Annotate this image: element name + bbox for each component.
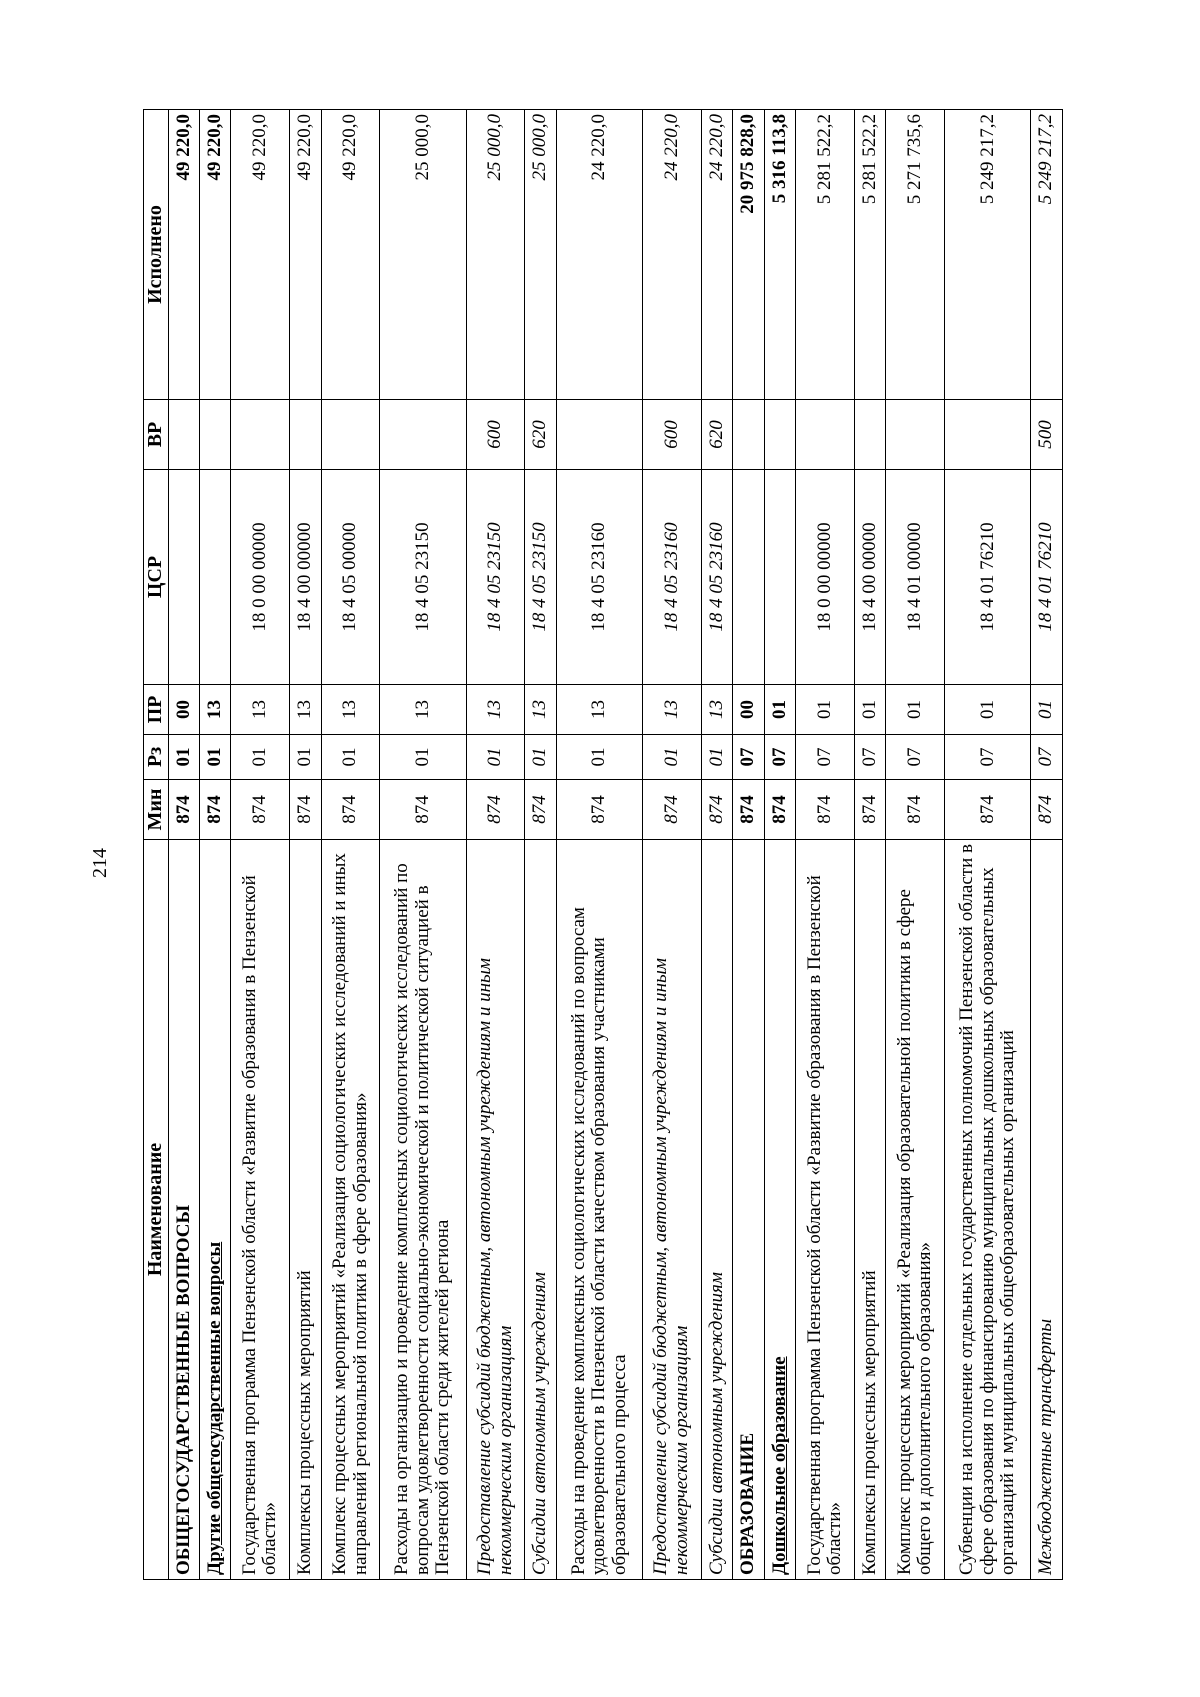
cell-name: ОБРАЗОВАНИЕ bbox=[733, 840, 764, 1580]
cell-name: Комплексы процессных мероприятий bbox=[854, 840, 885, 1580]
cell-min: 874 bbox=[764, 780, 795, 840]
cell-pr: 01 bbox=[796, 685, 855, 735]
cell-rz: 01 bbox=[290, 735, 321, 780]
cell-pr: 13 bbox=[701, 685, 732, 735]
table-row bbox=[231, 110, 290, 1580]
cell-csr bbox=[200, 470, 231, 685]
page-number: 214 bbox=[89, 848, 111, 878]
cell-pr: 13 bbox=[290, 685, 321, 735]
cell-min: 874 bbox=[945, 780, 1031, 840]
cell-min: 874 bbox=[886, 780, 945, 840]
cell-amount: 5 271 735,6 bbox=[886, 110, 945, 400]
header-pr: ПР bbox=[144, 685, 169, 735]
cell-csr: 18 4 05 23160 bbox=[701, 470, 732, 685]
cell-vr bbox=[168, 400, 199, 470]
cell-csr bbox=[764, 470, 795, 685]
cell-vr: 600 bbox=[466, 400, 525, 470]
cell-name: Комплекс процессных мероприятий «Реализация социологических исследований и иных направлений региональной политики в сфере образования» bbox=[321, 840, 380, 1580]
cell-amount: 24 220,0 bbox=[556, 110, 642, 400]
cell-pr: 13 bbox=[643, 685, 702, 735]
cell-vr bbox=[764, 400, 795, 470]
cell-rz: 07 bbox=[886, 735, 945, 780]
cell-name: Государственная программа Пензенской области «Развитие образования в Пензенской области» bbox=[796, 840, 855, 1580]
cell-csr: 18 4 05 00000 bbox=[321, 470, 380, 685]
cell-rz: 07 bbox=[945, 735, 1031, 780]
cell-vr bbox=[231, 400, 290, 470]
cell-rz: 01 bbox=[556, 735, 642, 780]
cell-rz: 01 bbox=[380, 735, 466, 780]
cell-min: 874 bbox=[200, 780, 231, 840]
cell-name: Комплексы процессных мероприятий bbox=[290, 840, 321, 1580]
table-row bbox=[796, 110, 855, 1580]
cell-rz: 01 bbox=[643, 735, 702, 780]
cell-vr bbox=[321, 400, 380, 470]
table-row bbox=[886, 110, 945, 1580]
cell-amount: 5 281 522,2 bbox=[796, 110, 855, 400]
table-row bbox=[200, 110, 231, 1580]
cell-vr bbox=[380, 400, 466, 470]
cell-csr: 18 4 01 76210 bbox=[945, 470, 1031, 685]
cell-pr: 13 bbox=[466, 685, 525, 735]
cell-rz: 01 bbox=[231, 735, 290, 780]
cell-pr: 01 bbox=[1031, 685, 1063, 735]
cell-csr: 18 4 01 00000 bbox=[886, 470, 945, 685]
cell-csr: 18 4 05 23160 bbox=[643, 470, 702, 685]
cell-csr: 18 4 05 23150 bbox=[380, 470, 466, 685]
cell-vr bbox=[733, 400, 764, 470]
table-row bbox=[168, 110, 199, 1580]
cell-min: 874 bbox=[796, 780, 855, 840]
cell-rz: 01 bbox=[466, 735, 525, 780]
rotated-table-container bbox=[143, 110, 1063, 1580]
cell-amount: 5 281 522,2 bbox=[854, 110, 885, 400]
cell-rz: 07 bbox=[854, 735, 885, 780]
cell-vr bbox=[796, 400, 855, 470]
cell-vr: 620 bbox=[701, 400, 732, 470]
cell-name: Государственная программа Пензенской области «Развитие образования в Пензенской области» bbox=[231, 840, 290, 1580]
cell-vr bbox=[556, 400, 642, 470]
cell-vr bbox=[200, 400, 231, 470]
cell-min: 874 bbox=[701, 780, 732, 840]
cell-min: 874 bbox=[854, 780, 885, 840]
table-row bbox=[643, 110, 702, 1580]
table-row bbox=[1031, 110, 1063, 1580]
table-row bbox=[764, 110, 795, 1580]
cell-amount: 24 220,0 bbox=[701, 110, 732, 400]
table-row bbox=[556, 110, 642, 1580]
cell-min: 874 bbox=[733, 780, 764, 840]
cell-name: Другие общегосударственные вопросы bbox=[200, 840, 231, 1580]
cell-csr: 18 4 05 23150 bbox=[466, 470, 525, 685]
cell-min: 874 bbox=[1031, 780, 1063, 840]
cell-name: Субвенции на исполнение отдельных государственных полномочий Пензенской области в сфере образования по финансированию муниципальных дошкольных образовательных организаций и муниципальных общеобразовательных организаций bbox=[945, 840, 1031, 1580]
cell-csr bbox=[168, 470, 199, 685]
cell-amount: 20 975 828,0 bbox=[733, 110, 764, 400]
cell-min: 874 bbox=[525, 780, 556, 840]
cell-vr bbox=[854, 400, 885, 470]
budget-table bbox=[143, 109, 1063, 1580]
cell-min: 874 bbox=[321, 780, 380, 840]
table-row bbox=[733, 110, 764, 1580]
cell-amount: 25 000,0 bbox=[525, 110, 556, 400]
cell-amount: 49 220,0 bbox=[231, 110, 290, 400]
cell-pr: 13 bbox=[525, 685, 556, 735]
cell-min: 874 bbox=[643, 780, 702, 840]
cell-csr: 18 4 05 23160 bbox=[556, 470, 642, 685]
table-header-row bbox=[144, 110, 169, 1580]
cell-name: Предоставление субсидий бюджетным, автономным учреждениям и иным некоммерческим организациям bbox=[643, 840, 702, 1580]
header-min: Мин bbox=[144, 780, 169, 840]
cell-csr: 18 4 05 23150 bbox=[525, 470, 556, 685]
cell-pr: 13 bbox=[380, 685, 466, 735]
cell-rz: 01 bbox=[525, 735, 556, 780]
cell-amount: 25 000,0 bbox=[466, 110, 525, 400]
cell-csr: 18 4 01 76210 bbox=[1031, 470, 1063, 685]
cell-amount: 24 220,0 bbox=[643, 110, 702, 400]
cell-pr: 13 bbox=[200, 685, 231, 735]
cell-csr bbox=[733, 470, 764, 685]
cell-pr: 01 bbox=[886, 685, 945, 735]
cell-vr: 500 bbox=[1031, 400, 1063, 470]
cell-pr: 13 bbox=[556, 685, 642, 735]
cell-name: Дошкольное образование bbox=[764, 840, 795, 1580]
cell-name: Предоставление субсидий бюджетным, автономным учреждениям и иным некоммерческим организациям bbox=[466, 840, 525, 1580]
cell-pr: 00 bbox=[733, 685, 764, 735]
cell-csr: 18 4 00 00000 bbox=[290, 470, 321, 685]
cell-name: Расходы на организацию и проведение комплексных социологических исследований по вопросам удовлетворенности социально-экономической и политической ситуацией в Пензенской области среди жителей региона bbox=[380, 840, 466, 1580]
cell-min: 874 bbox=[466, 780, 525, 840]
table-row bbox=[290, 110, 321, 1580]
cell-pr: 01 bbox=[945, 685, 1031, 735]
cell-amount: 5 316 113,8 bbox=[764, 110, 795, 400]
cell-pr: 01 bbox=[854, 685, 885, 735]
header-csr: ЦСР bbox=[144, 470, 169, 685]
cell-rz: 01 bbox=[701, 735, 732, 780]
cell-name: Межбюджетные трансферты bbox=[1031, 840, 1063, 1580]
cell-amount: 49 220,0 bbox=[290, 110, 321, 400]
table-row bbox=[525, 110, 556, 1580]
table-row bbox=[701, 110, 732, 1580]
cell-rz: 01 bbox=[200, 735, 231, 780]
cell-amount: 49 220,0 bbox=[321, 110, 380, 400]
cell-name: Комплекс процессных мероприятий «Реализация образовательной политики в сфере общего и дополнительного образования» bbox=[886, 840, 945, 1580]
cell-vr: 600 bbox=[643, 400, 702, 470]
cell-csr: 18 4 00 00000 bbox=[854, 470, 885, 685]
cell-pr: 00 bbox=[168, 685, 199, 735]
cell-min: 874 bbox=[380, 780, 466, 840]
table-row bbox=[945, 110, 1031, 1580]
cell-vr bbox=[945, 400, 1031, 470]
header-vr: ВР bbox=[144, 400, 169, 470]
header-name: Наименование bbox=[144, 840, 169, 1580]
cell-min: 874 bbox=[290, 780, 321, 840]
header-amount: Исполнено bbox=[144, 110, 169, 400]
cell-csr: 18 0 00 00000 bbox=[796, 470, 855, 685]
cell-name: Расходы на проведение комплексных социологических исследований по вопросам удовлетворенности в Пензенской области качеством образования участниками образовательного процесса bbox=[556, 840, 642, 1580]
cell-rz: 07 bbox=[796, 735, 855, 780]
cell-amount: 49 220,0 bbox=[200, 110, 231, 400]
cell-vr bbox=[290, 400, 321, 470]
cell-pr: 13 bbox=[321, 685, 380, 735]
cell-vr bbox=[886, 400, 945, 470]
cell-min: 874 bbox=[231, 780, 290, 840]
cell-vr: 620 bbox=[525, 400, 556, 470]
cell-csr: 18 0 00 00000 bbox=[231, 470, 290, 685]
table-row bbox=[321, 110, 380, 1580]
cell-amount: 49 220,0 bbox=[168, 110, 199, 400]
cell-name: Субсидии автономным учреждениям bbox=[701, 840, 732, 1580]
cell-min: 874 bbox=[168, 780, 199, 840]
cell-rz: 01 bbox=[321, 735, 380, 780]
cell-rz: 01 bbox=[168, 735, 199, 780]
cell-min: 874 bbox=[556, 780, 642, 840]
cell-rz: 07 bbox=[733, 735, 764, 780]
cell-rz: 07 bbox=[1031, 735, 1063, 780]
table-row bbox=[466, 110, 525, 1580]
table-row bbox=[854, 110, 885, 1580]
cell-amount: 5 249 217,2 bbox=[1031, 110, 1063, 400]
cell-amount: 25 000,0 bbox=[380, 110, 466, 400]
cell-name: Субсидии автономным учреждениям bbox=[525, 840, 556, 1580]
cell-pr: 01 bbox=[764, 685, 795, 735]
header-rz: Рз bbox=[144, 735, 169, 780]
cell-rz: 07 bbox=[764, 735, 795, 780]
table-row bbox=[380, 110, 466, 1580]
cell-name: ОБЩЕГОСУДАРСТВЕННЫЕ ВОПРОСЫ bbox=[168, 840, 199, 1580]
cell-amount: 5 249 217,2 bbox=[945, 110, 1031, 400]
cell-pr: 13 bbox=[231, 685, 290, 735]
